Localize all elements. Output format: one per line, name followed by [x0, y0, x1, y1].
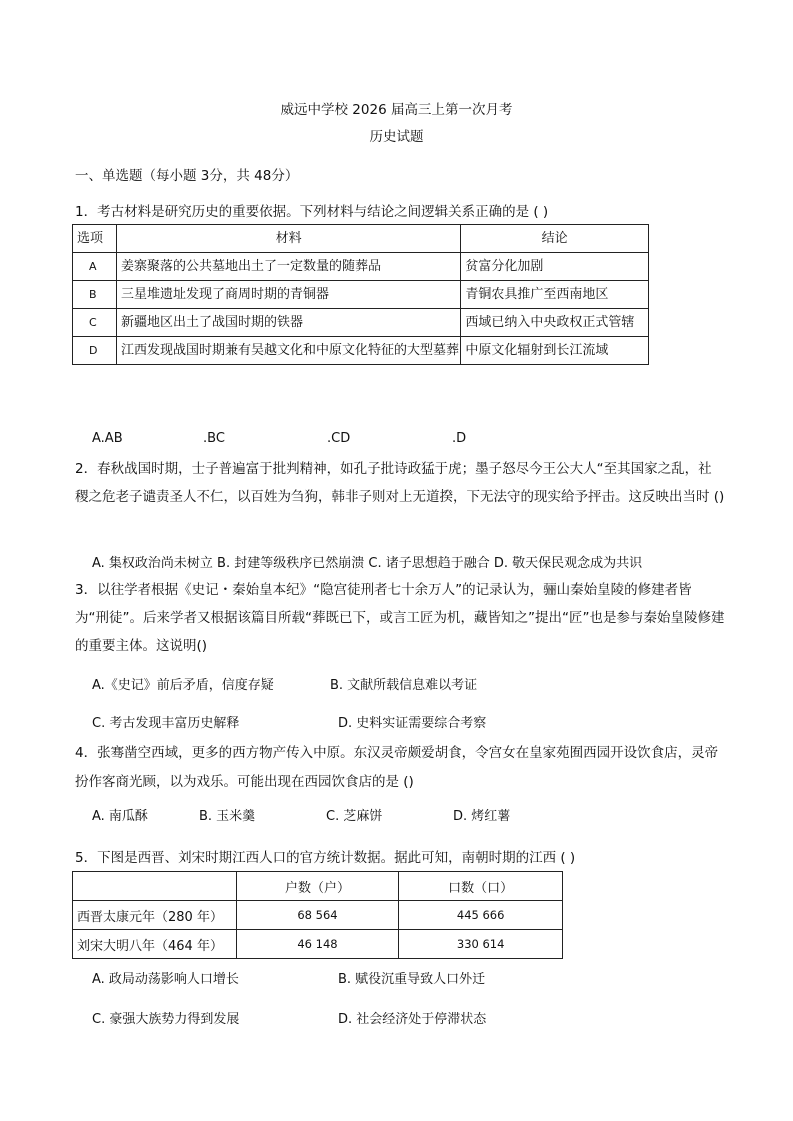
- q1-row-conclusion: 西域已纳入中央政权正式管辖: [461, 309, 649, 337]
- q5-stem: 5．下图是西晋、刘宋时期江西人口的官方统计数据。据此可知，南朝时期的江西 ( ): [75, 850, 576, 866]
- q1-header-option: 选项: [73, 225, 117, 253]
- q5-option-c: C. 豪强大族势力得到发展: [92, 1012, 240, 1027]
- q5-option-d: D. 社会经济处于停滞状态: [338, 1012, 487, 1027]
- q5-row-households: 68 564: [236, 901, 399, 930]
- q1-option-b: .BC: [203, 431, 225, 446]
- q1-stem: 1．考古材料是研究历史的重要依据。下列材料与结论之间逻辑关系正确的是 ( ): [75, 204, 549, 220]
- section-heading: 一、单选题（每小题 3分，共 48分）: [75, 168, 299, 184]
- q1-row-material: 新疆地区出土了战国时期的铁器: [116, 309, 460, 337]
- q5-row-period: 刘宋大明八年（464 年）: [73, 930, 237, 959]
- table-row: [73, 872, 563, 901]
- q1-row-label: D: [73, 337, 117, 365]
- q5-table: [72, 871, 563, 959]
- q5-option-a: A. 政局动荡影响人口增长: [92, 972, 239, 987]
- q1-row-conclusion: 中原文化辐射到长江流域: [461, 337, 649, 365]
- q4-option-b: B. 玉米羹: [199, 809, 256, 824]
- q2-stem: 2．春秋战国时期，士子普遍富于批判精神，如孔子批诗政猛于虎；墨子怒尽今王公大人“至其国家之乱，社稷之危老子谴责圣人不仁，以百姓为刍狗，韩非子则对上无道揆，下无法守的现实给予抨击。这反映出当时 (): [75, 461, 725, 505]
- q5-header-households: 户数（户）: [236, 872, 399, 901]
- q5-header-people: 口数（口）: [399, 872, 563, 901]
- q1-row-material: 三星堆遗址发现了商周时期的青铜器: [116, 281, 460, 309]
- q4-option-c: C. 芝麻饼: [326, 809, 383, 824]
- q5-row-people: 445 666: [399, 901, 563, 930]
- table-row: [73, 225, 649, 253]
- q1-option-a: A.AB: [92, 431, 123, 446]
- table-row: [73, 337, 649, 365]
- q5-row-households: 46 148: [236, 930, 399, 959]
- q3-option-c: C. 考古发现丰富历史解释: [92, 716, 240, 731]
- q5-header-blank: [73, 872, 237, 901]
- q4-option-d: D. 烤红薯: [453, 809, 511, 824]
- table-row: [73, 309, 649, 337]
- q1-row-material: 江西发现战国时期兼有吴越文化和中原文化特征的大型墓葬: [116, 337, 460, 365]
- q3-stem: 3．以往学者根据《史记・秦始皇本纪》“隐宫徒刑者七十余万人”的记录认为，骊山秦始皇陵的修建者皆为“刑徒”。后来学者又根据该篇目所载“葬既已下，或言工匠为机，藏皆知之”提出“匠”也是参与秦始皇陵修建的重要主体。这说明(): [75, 582, 725, 654]
- q1-row-label: A: [73, 253, 117, 281]
- q2-options: A. 集权政治尚未树立 B. 封建等级秩序已然崩溃 C. 诸子思想趋于融合 D. 敬天保民观念成为共识: [92, 556, 643, 571]
- table-row: [73, 930, 563, 959]
- q4-stem: 4．张骞凿空西域，更多的西方物产传入中原。东汉灵帝颇爱胡食，令宫女在皇家苑囿西园开设饮食店，灵帝扮作客商光顾，以为戏乐。可能出现在西园饮食店的是 (): [75, 745, 719, 790]
- q1-row-label: B: [73, 281, 117, 309]
- q5-row-people: 330 614: [399, 930, 563, 959]
- q1-header-material: 材料: [116, 225, 460, 253]
- q1-row-conclusion: 青铜农具推广至西南地区: [461, 281, 649, 309]
- q5-row-period: 西晋太康元年（280 年）: [73, 901, 237, 930]
- q1-table: [72, 224, 649, 365]
- table-row: [73, 901, 563, 930]
- table-row: [73, 281, 649, 309]
- q4-option-a: A. 南瓜酥: [92, 809, 148, 824]
- exam-title: 威远中学校 2026 届高三上第一次月考: [280, 102, 513, 118]
- q1-option-c: .CD: [327, 431, 351, 446]
- q3-option-d: D. 史料实证需要综合考察: [338, 716, 487, 731]
- table-row: [73, 253, 649, 281]
- q1-option-d: .D: [452, 431, 467, 446]
- q1-row-material: 姜寨聚落的公共墓地出土了一定数量的随葬品: [116, 253, 460, 281]
- q5-option-b: B. 赋役沉重导致人口外迁: [338, 972, 486, 987]
- q3-option-a: A.《史记》前后矛盾，信度存疑: [92, 678, 274, 693]
- q1-row-label: C: [73, 309, 117, 337]
- q1-row-conclusion: 贫富分化加剧: [461, 253, 649, 281]
- q3-option-b: B. 文献所载信息难以考证: [330, 678, 478, 693]
- exam-subtitle: 历史试题: [369, 129, 424, 145]
- q1-header-conclusion: 结论: [461, 225, 649, 253]
